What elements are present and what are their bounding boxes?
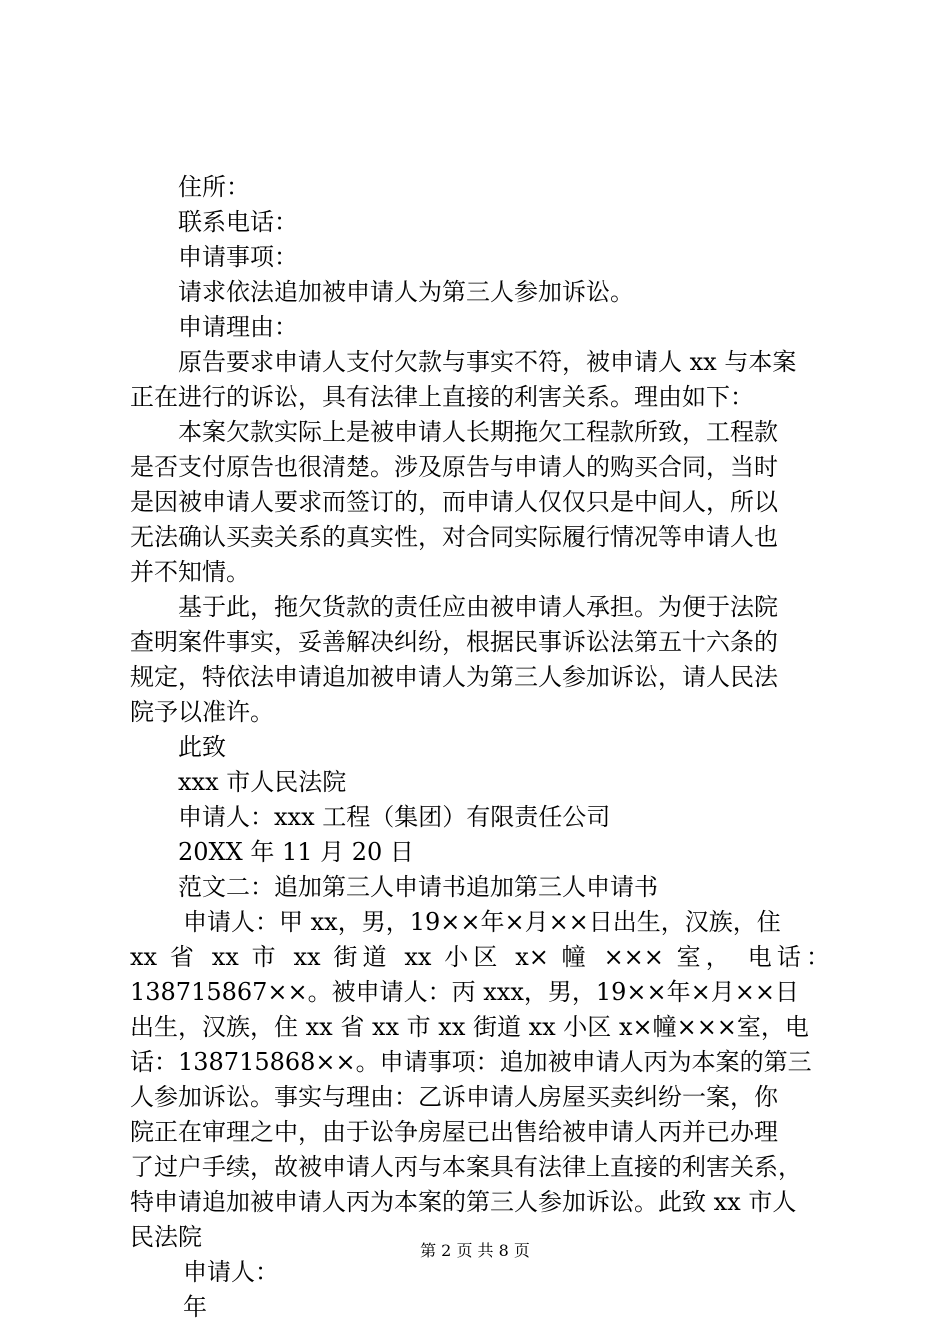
text-line: 出生，汉族，住 xx 省 xx 市 xx 街道 xx 小区 x×幢×××室，电 xyxy=(130,1013,809,1041)
text-line: 申请人：xxx 工程（集团）有限责任公司 xyxy=(178,803,611,831)
document-body xyxy=(130,170,830,1325)
text-line: 请求依法追加被申请人为第三人参加诉讼。 xyxy=(178,278,634,306)
text-line: 无法确认买卖关系的真实性，对合同实际履行情况等申请人也 xyxy=(130,523,778,551)
text-line: 特申请追加被申请人丙为本案的第三人参加诉讼。此致 xx 市人 xyxy=(130,1188,797,1216)
text-line: 138715867××。被申请人：丙 xxx，男，19××年×月××日 xyxy=(130,978,799,1006)
text-line: 本案欠款实际上是被申请人长期拖欠工程款所致，工程款 xyxy=(178,418,778,446)
page-footer: 第 2 页 共 8 页 xyxy=(420,1241,530,1260)
text-line: 年 xyxy=(183,1293,207,1321)
text-line: 此致 xyxy=(178,733,226,761)
text-line: 联系电话： xyxy=(178,208,298,236)
text-line: 申请理由： xyxy=(178,313,298,341)
text-line: 了过户手续，故被申请人丙与本案具有法律上直接的利害关系， xyxy=(130,1153,802,1181)
text-line: 是因被申请人要求而签订的，而申请人仅仅只是中间人，所以 xyxy=(130,488,778,516)
text-line: 是否支付原告也很清楚。涉及原告与申请人的购买合同，当时 xyxy=(130,453,778,481)
text-line: 院正在审理之中，由于讼争房屋已出售给被申请人丙并已办理 xyxy=(130,1118,778,1146)
text-line: 正在进行的诉讼，具有法律上直接的利害关系。理由如下： xyxy=(130,383,754,411)
text-line: 查明案件事实，妥善解决纠纷，根据民事诉讼法第五十六条的 xyxy=(130,628,778,656)
text-line: 并不知情。 xyxy=(130,558,250,586)
text-line: 人参加诉讼。事实与理由：乙诉申请人房屋买卖纠纷一案，你 xyxy=(130,1083,778,1111)
text-line: xxx 市人民法院 xyxy=(178,768,347,796)
text-line: 话：138715868××。申请事项：追加被申请人丙为本案的第三 xyxy=(130,1048,812,1076)
text-line: 申请人： xyxy=(183,1258,279,1286)
text-line: 20XX 年 11 月 20 日 xyxy=(178,838,414,866)
text-line: 住所： xyxy=(178,173,250,201)
text-line: 基于此，拖欠货款的责任应由被申请人承担。为便于法院 xyxy=(178,593,778,621)
text-line: xx 省 xx 市 xx 街道 xx 小区 x× 幢 ××× 室， 电话： xyxy=(130,943,830,971)
text-line: 院予以准许。 xyxy=(130,698,274,726)
text-line: 规定，特依法申请追加被申请人为第三人参加诉讼，请人民法 xyxy=(130,663,778,691)
text-line: 申请人：甲 xx，男，19××年×月××日出生，汉族，住 xyxy=(183,908,781,936)
text-line: 范文二：追加第三人申请书追加第三人申请书 xyxy=(178,873,658,901)
text-line: 原告要求申请人支付欠款与事实不符，被申请人 xx 与本案 xyxy=(178,348,797,376)
text-line: 申请事项： xyxy=(178,243,298,271)
text-line: 民法院 xyxy=(130,1223,202,1251)
